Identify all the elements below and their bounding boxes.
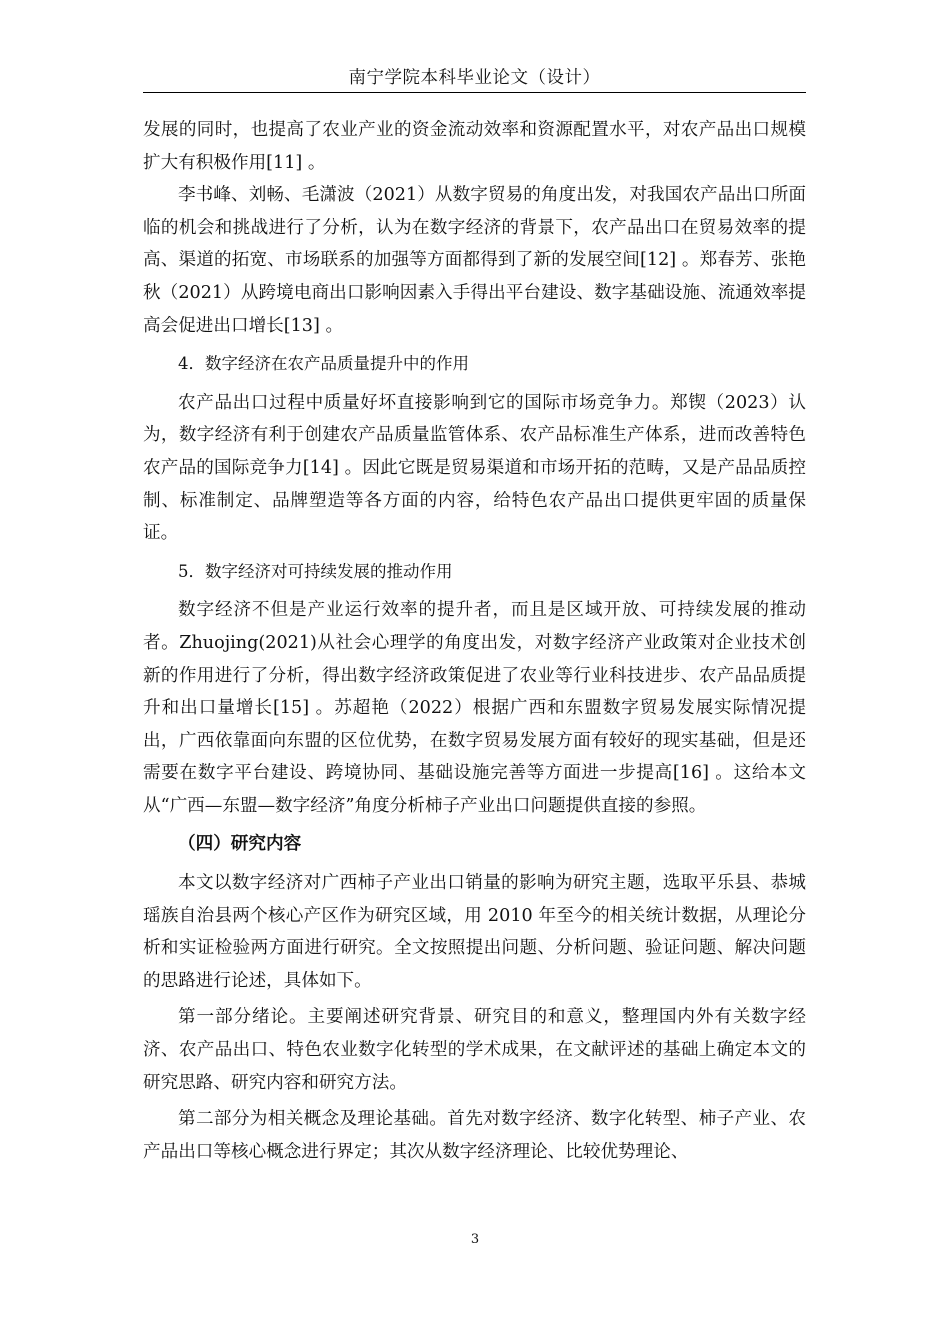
subheading-quality: 4．数字经济在农产品质量提升中的作用 bbox=[178, 354, 469, 374]
paragraph-part-one: 第一部分绪论。主要阐述研究背景、研究目的和意义，整理国内外有关数字经济、农产品出口、特色农业数字化转型的学术成果，在文献评述的基础上确定本文的研究思路、研究内容和研究方法。 bbox=[143, 1007, 806, 1093]
paragraph-digital-trade: 李书峰、刘畅、毛潇波（2021）从数字贸易的角度出发，对我国农产品出口所面临的机会和挑战进行了分析，认为在数字经济的背景下，农产品出口在贸易效率的提高、渠道的拓宽、市场联系的加强等方面都得到了新的发展空间[12] 。郑春芳、张艳秋（2021）从跨境电商出口影响因素入手得出平台建设、数字基础设施、流通效率提高会促进出口增长[13] 。 bbox=[143, 185, 806, 336]
subheading-sustainability: 5．数字经济对可持续发展的推动作用 bbox=[178, 561, 453, 581]
document-body bbox=[143, 114, 806, 1168]
paragraph-continuation: 发展的同时，也提高了农业产业的资金流动效率和资源配置水平，对农产品出口规模扩大有积极作用[11] 。 bbox=[143, 120, 806, 173]
page-header bbox=[143, 66, 806, 93]
paragraph-quality: 农产品出口过程中质量好坏直接影响到它的国际市场竞争力。郑锲（2023）认为，数字经济有利于创建农产品质量监管体系、农产品标准生产体系，进而改善特色农产品的国际竞争力[14] 。因此它既是贸易渠道和市场开拓的范畴，又是产品品质控制、标准制定、品牌塑造等各方面的内容，给特色农产品出口提供更牢固的质量保证。 bbox=[143, 392, 806, 544]
paragraph-sustainability: 数字经济不但是产业运行效率的提升者，而且是区域开放、可持续发展的推动者。Zhuojing(2021)从社会心理学的角度出发，对数字经济产业政策对企业技术创新的作用进行了分析，得出数字经济政策促进了农业等行业科技进步、农产品品质提升和出口量增长[15] 。苏超艳（2022）根据广西和东盟数字贸易发展实际情况提出，广西依靠面向东盟的区位优势，在数字贸易发展方面有较好的现实基础，但是还需要在数字平台建设、跨境协同、基础设施完善等方面进一步提高[16] 。这给本文从“广西—东盟—数字经济”角度分析柿子产业出口问题提供直接的参照。 bbox=[143, 600, 806, 816]
page-number: 3 bbox=[470, 1232, 480, 1247]
header-title: 南宁学院本科毕业论文（设计） bbox=[348, 68, 601, 88]
paragraph-part-two: 第二部分为相关概念及理论基础。首先对数字经济、数字化转型、柿子产业、农产品出口等核心概念进行界定；其次从数字经济理论、比较优势理论、 bbox=[143, 1109, 806, 1162]
section-heading-research-content: （四）研究内容 bbox=[178, 834, 302, 855]
paragraph-research-overview: 本文以数字经济对广西柿子产业出口销量的影响为研究主题，选取平乐县、恭城瑶族自治县两个核心产区作为研究区域，用 2010 年至今的相关统计数据，从理论分析和实证检验两方面进行研究。全文按照提出问题、分析问题、验证问题、解决问题的思路进行论述，具体如下。 bbox=[143, 873, 806, 991]
